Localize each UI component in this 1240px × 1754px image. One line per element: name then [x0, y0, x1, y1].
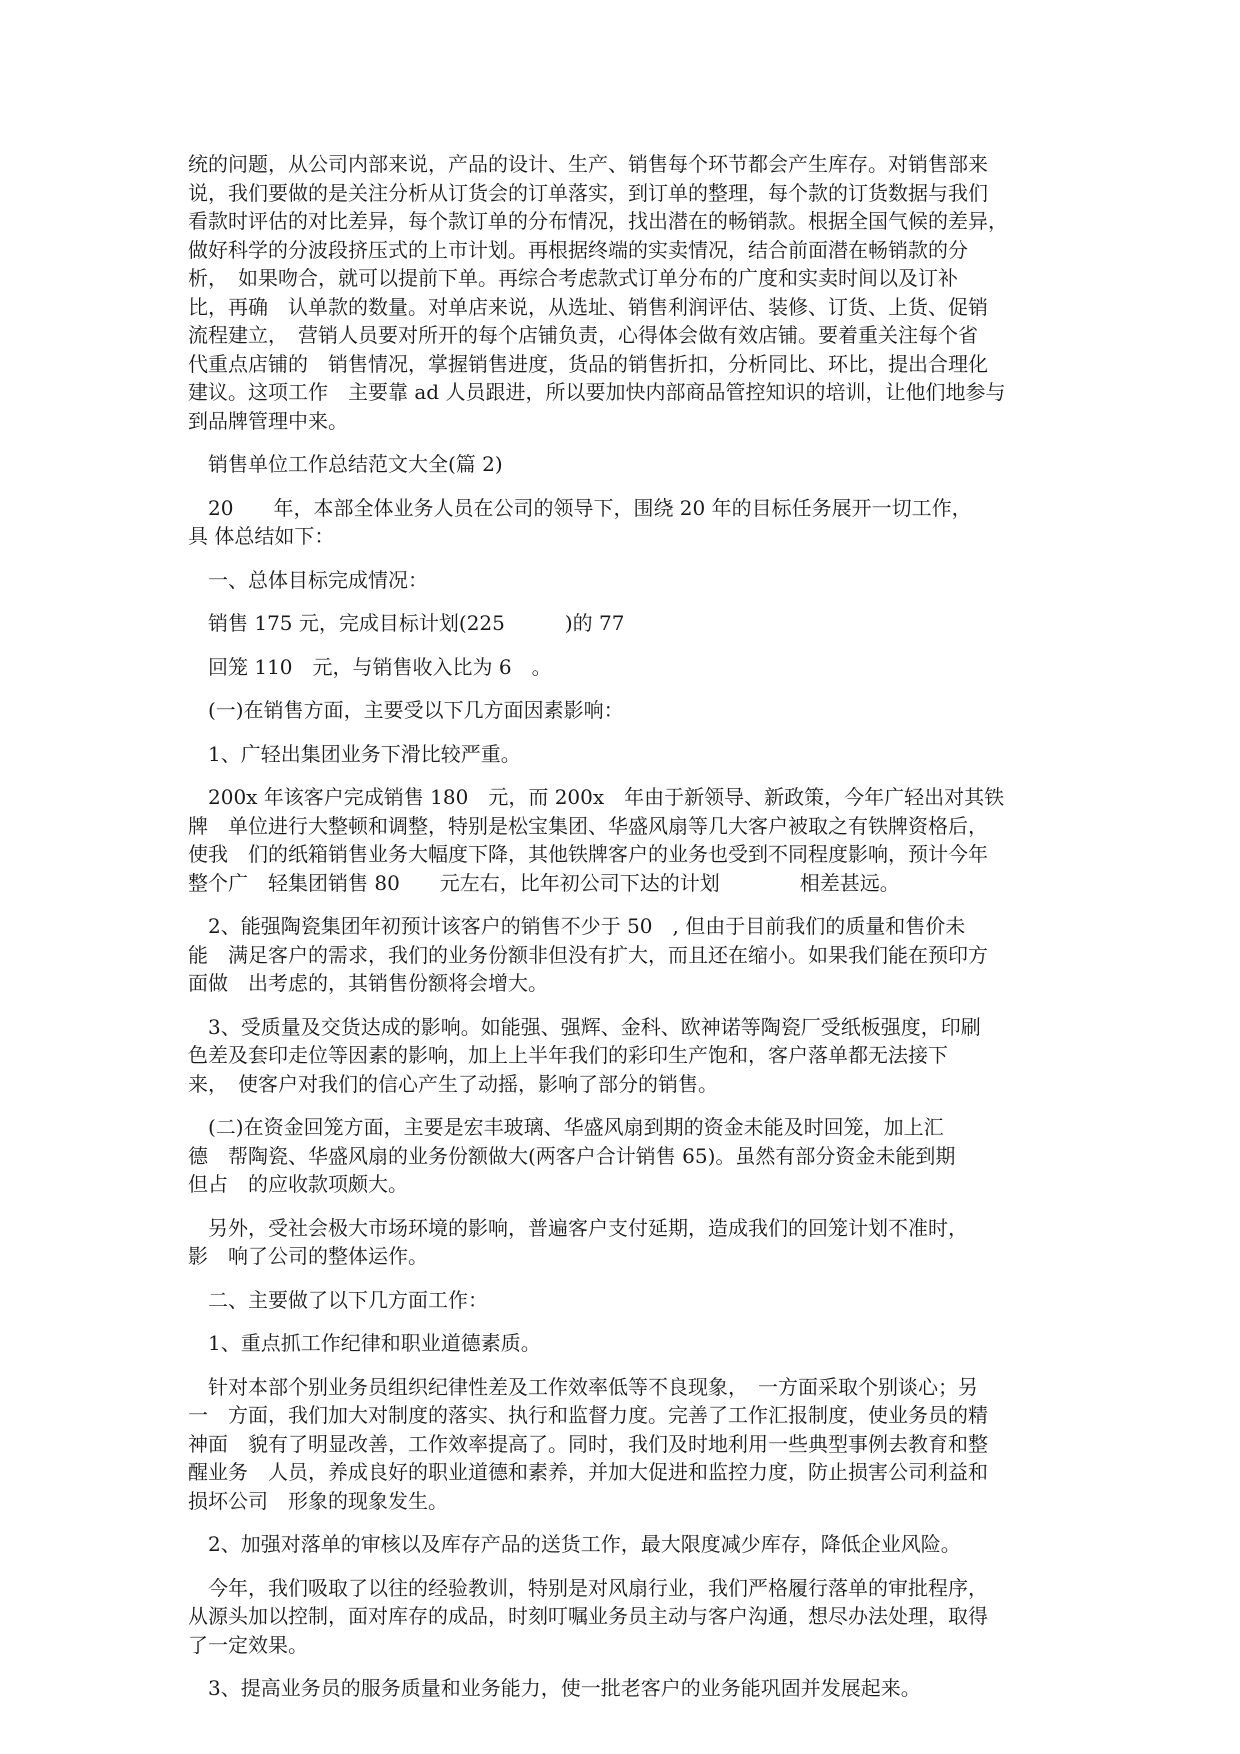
text-line: 看款时评估的对比差异，每个款订单的分布情况，找出潜在的畅销款。根据全国气候的差异， — [188, 209, 1008, 233]
text-line: 销售 175 元，完成目标计划(225 )的 77 — [188, 611, 625, 635]
text-line: 3、受质量及交货达成的影响。如能强、强辉、金科、欧神诺等陶瓷厂受纸板强度，印刷 — [188, 1014, 981, 1039]
text-line: 1、重点抓工作纪律和职业道德素质。 — [188, 1331, 541, 1355]
subheading — [188, 740, 1068, 769]
text-line: 建议。这项工作 主要靠 ad 人员跟进，所以要加快内部商品管控知识的培训，让他们地参与 — [188, 380, 1006, 404]
paragraph — [188, 653, 1068, 682]
paragraph — [188, 783, 1068, 897]
subheading — [188, 1286, 1068, 1315]
text-line: 2、能强陶瓷集团年初预计该客户的销售不少于 50 , 但由于目前我们的质量和售价未 — [188, 914, 966, 938]
text-line: 了一定效果。 — [188, 1632, 308, 1657]
text-line: 一 方面，我们加大对制度的落实、执行和监督力度。完善了工作汇报制度，使业务员的精 — [188, 1403, 988, 1427]
text-line: 比，再确 认单款的数量。对单店来说，从选址、销售利润评估、装修、订货、上货、促销 — [188, 294, 988, 319]
subheading — [188, 1329, 1068, 1358]
text-line: 代重点店铺的 销售情况，掌握销售进度，货品的销售折扣，分析同比、环比，提出合理化 — [188, 351, 988, 376]
subheading — [188, 1530, 1068, 1559]
paragraph — [188, 150, 1068, 435]
text-line: 3、提高业务员的服务质量和业务能力，使一批老客户的业务能巩固并发展起来。 — [188, 1676, 921, 1700]
text-line: 流程建立， 营销人员要对所开的每个店铺负责，心得体会做有效店铺。要着重关注每个省 — [188, 323, 978, 347]
paragraph — [188, 1214, 1068, 1271]
text-line: 损坏公司 形象的现象发生。 — [188, 1488, 448, 1513]
text-line: 德 帮陶瓷、华盛风扇的业务份额做大(两客户合计销售 65)。虽然有部分资金未能到期 — [188, 1143, 956, 1168]
text-line: 来， 使客户对我们的信心产生了动摇，影响了部分的销售。 — [188, 1071, 718, 1096]
paragraph — [188, 609, 1068, 638]
text-line: (一)在销售方面，主要受以下几方面因素影响： — [188, 698, 624, 722]
text-line: (二)在资金回笼方面，主要是宏丰玻璃、华盛风扇到期的资金未能及时回笼，加上汇 — [188, 1115, 944, 1139]
text-line: 影 响了公司的整体运作。 — [188, 1244, 428, 1268]
text-line: 20 年，本部全体业务人员在公司的领导下，围绕 20 年的目标任务展开一切工作， — [188, 495, 972, 520]
section-heading — [188, 450, 1068, 479]
paragraph — [188, 1373, 1068, 1516]
paragraph — [188, 1574, 1068, 1660]
text-line: 醒业务 人员，养成良好的职业道德和素养，并加大促进和监控力度，防止损害公司利益和 — [188, 1460, 988, 1484]
text-line: 能 满足客户的需求，我们的业务份额非但没有扩大，而且还在缩小。如果我们能在预印方 — [188, 942, 988, 967]
document-page — [188, 150, 1068, 1703]
subheading — [188, 566, 1068, 595]
paragraph — [188, 1013, 1068, 1099]
paragraph — [188, 1113, 1068, 1199]
text-line: 从源头加以控制，面对库存的成品，时刻叮嘱业务员主动与客户沟通，想尽办法处理，取得 — [188, 1604, 988, 1628]
text-line: 但占 的应收款项颇大。 — [188, 1172, 408, 1196]
subheading — [188, 1674, 1068, 1703]
text-line: 200x 年该客户完成销售 180 元，而 200x 年由于新领导、新政策，今年广轻出对其铁 — [188, 785, 1005, 809]
text-line: 具 体总结如下： — [188, 524, 335, 548]
paragraph — [188, 912, 1068, 998]
text-line: 使我 们的纸箱销售业务大幅度下降，其他铁牌客户的业务也受到不同程度影响，预计今年 — [188, 842, 988, 866]
text-line: 另外，受社会极大市场环境的影响，普遍客户支付延期，造成我们的回笼计划不准时， — [188, 1215, 968, 1240]
text-line: 今年，我们吸取了以往的经验教训，特别是对风扇行业，我们严格履行落单的审批程序， — [188, 1575, 988, 1600]
text-line: 色差及套印走位等因素的影响，加上上半年我们的彩印生产饱和，客户落单都无法接下 — [188, 1043, 948, 1067]
heading-text: 销售单位工作总结范文大全(篇 2) — [188, 452, 503, 476]
text-line: 牌 单位进行大整顿和调整，特别是松宝集团、华盛风扇等几大客户被取之有铁牌资格后， — [188, 813, 988, 838]
paragraph — [188, 494, 1068, 551]
text-line: 做好科学的分波段挤压式的上市计划。再根据终端的实卖情况，结合前面潜在畅销款的分 — [188, 237, 968, 262]
subheading — [188, 696, 1068, 725]
text-line: 二、主要做了以下几方面工作： — [188, 1287, 488, 1312]
text-line: 说，我们要做的是关注分析从订货会的订单落实，到订单的整理，每个款的订货数据与我们 — [188, 180, 988, 205]
text-line: 神面 貌有了明显改善，工作效率提高了。同时，我们及时地利用一些典型事例去教育和整 — [188, 1431, 988, 1456]
text-line: 1、广轻出集团业务下滑比较严重。 — [188, 741, 521, 766]
text-line: 面做 出考虑的，其销售份额将会增大。 — [188, 971, 548, 995]
text-line: 析， 如果吻合，就可以提前下单。再综合考虑款式订单分布的广度和实卖时间以及订补 — [188, 266, 958, 290]
text-line: 针对本部个别业务员组织纪律性差及工作效率低等不良现象， 一方面采取个别谈心；另 — [188, 1374, 978, 1399]
text-line: 统的问题，从公司内部来说，产品的设计、生产、销售每个环节都会产生库存。对销售部来 — [188, 152, 988, 176]
text-line: 回笼 110 元，与销售收入比为 6 。 — [188, 654, 552, 679]
text-line: 2、加强对落单的审核以及库存产品的送货工作，最大限度减少库存，降低企业风险。 — [188, 1532, 961, 1556]
text-line: 到品牌管理中来。 — [188, 408, 348, 433]
text-line: 整个广 轻集团销售 80 元左右，比年初公司下达的计划 相差甚远。 — [188, 870, 900, 895]
text-line: 一、总体目标完成情况： — [188, 567, 428, 592]
